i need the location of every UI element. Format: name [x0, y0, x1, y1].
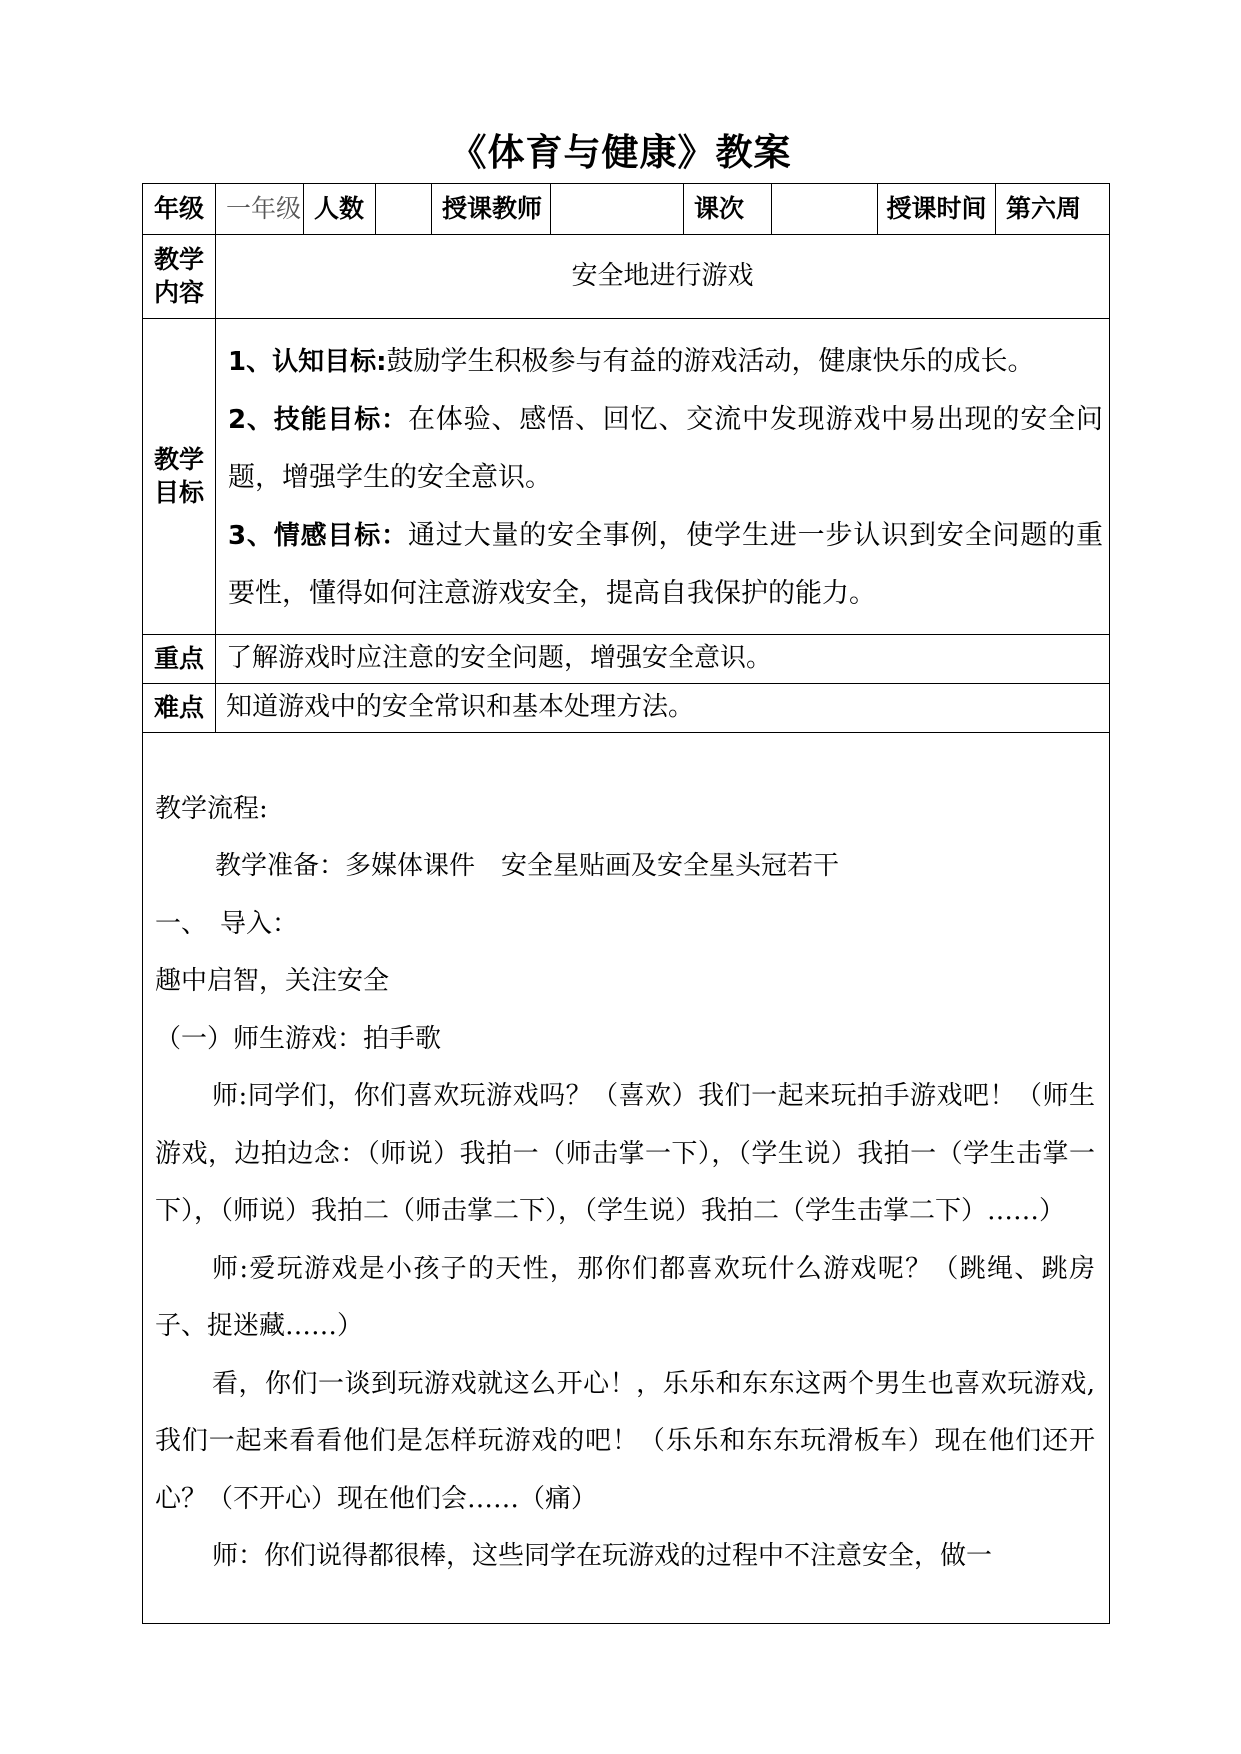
goals-row — [143, 319, 1110, 635]
goals-label: 教学目标 — [143, 319, 216, 635]
difficulty-value: 知道游戏中的安全常识和基本处理方法。 — [216, 684, 1110, 733]
goal-heading: 2、技能目标： — [228, 405, 408, 435]
teacher-label: 授课教师 — [432, 184, 551, 235]
flow-subtitle: 趣中启智，关注安全 — [155, 966, 390, 996]
goal-heading: 1、认知目标: — [228, 347, 387, 377]
lesson-value — [772, 184, 878, 235]
lesson-plan-table — [142, 183, 1110, 1624]
flow-paragraph: 师:爱玩游戏是小孩子的天性，那你们都喜欢玩什么游戏呢？（跳绳、跳房子、捉迷藏……） — [155, 1253, 1095, 1341]
grade-value: 一年级 — [216, 184, 304, 235]
lesson-label: 课次 — [684, 184, 772, 235]
time-label: 授课时间 — [878, 184, 996, 235]
goal-item — [228, 391, 1103, 507]
time-value: 第六周 — [996, 184, 1110, 235]
difficulty-row — [143, 684, 1110, 733]
goal-item — [228, 507, 1103, 623]
grade-label: 年级 — [143, 184, 216, 235]
flow-preparation: 教学准备：多媒体课件 安全星贴画及安全星头冠若干 — [215, 851, 840, 881]
goal-text: 通过大量的安全事例，使学生进一步认识到安全问题的重要性，懂得如何注意游戏安全，提高自我保护的能力。 — [228, 520, 1104, 609]
flow-paragraph: 看，你们一谈到玩游戏就这么开心！，乐乐和东东这两个男生也喜欢玩游戏,我们一起来看看他们是怎样玩游戏的吧！（乐乐和东东玩滑板车）现在他们还开心？（不开心）现在他们会……（痛） — [155, 1368, 1095, 1514]
flow-subsection-heading: （一）师生游戏：拍手歌 — [155, 1023, 442, 1054]
content-value: 安全地进行游戏 — [216, 235, 1110, 319]
flow-paragraph: 师:同学们，你们喜欢玩游戏吗？（喜欢）我们一起来玩拍手游戏吧！（师生游戏，边拍边念：（师说）我拍一（师击掌一下），（学生说）我拍一（学生击掌一下），（师说）我拍二（师击掌二下），（学生说）我拍二（学生击掌二下）……） — [155, 1081, 1095, 1226]
flow-heading: 教学流程: — [155, 793, 268, 824]
key-point-row — [143, 635, 1110, 684]
teacher-value — [551, 184, 684, 235]
goal-text: 在体验、感悟、回忆、交流中发现游戏中易出现的安全问题，增强学生的安全意识。 — [228, 404, 1104, 493]
flow-section-heading: 一、 导入： — [155, 908, 299, 939]
count-value — [376, 184, 432, 235]
goal-heading: 3、情感目标： — [228, 521, 408, 551]
teaching-flow-row — [143, 733, 1110, 1624]
goal-text: 鼓励学生积极参与有益的游戏活动，健康快乐的成长。 — [386, 346, 1035, 377]
document-title: 《体育与健康》教案 — [449, 131, 792, 174]
count-label: 人数 — [304, 184, 376, 235]
content-label: 教学内容 — [143, 235, 216, 319]
goal-item — [228, 333, 1103, 391]
goals-list — [216, 319, 1110, 635]
difficulty-label: 难点 — [143, 684, 216, 733]
flow-paragraph: 师：你们说得都很棒，这些同学在玩游戏的过程中不注意安全，做一 — [212, 1541, 993, 1571]
teaching-flow — [143, 733, 1110, 1624]
key-point-label: 重点 — [143, 635, 216, 684]
content-row — [143, 235, 1110, 319]
key-point-value: 了解游戏时应注意的安全问题，增强安全意识。 — [216, 635, 1110, 684]
header-row — [143, 184, 1110, 235]
